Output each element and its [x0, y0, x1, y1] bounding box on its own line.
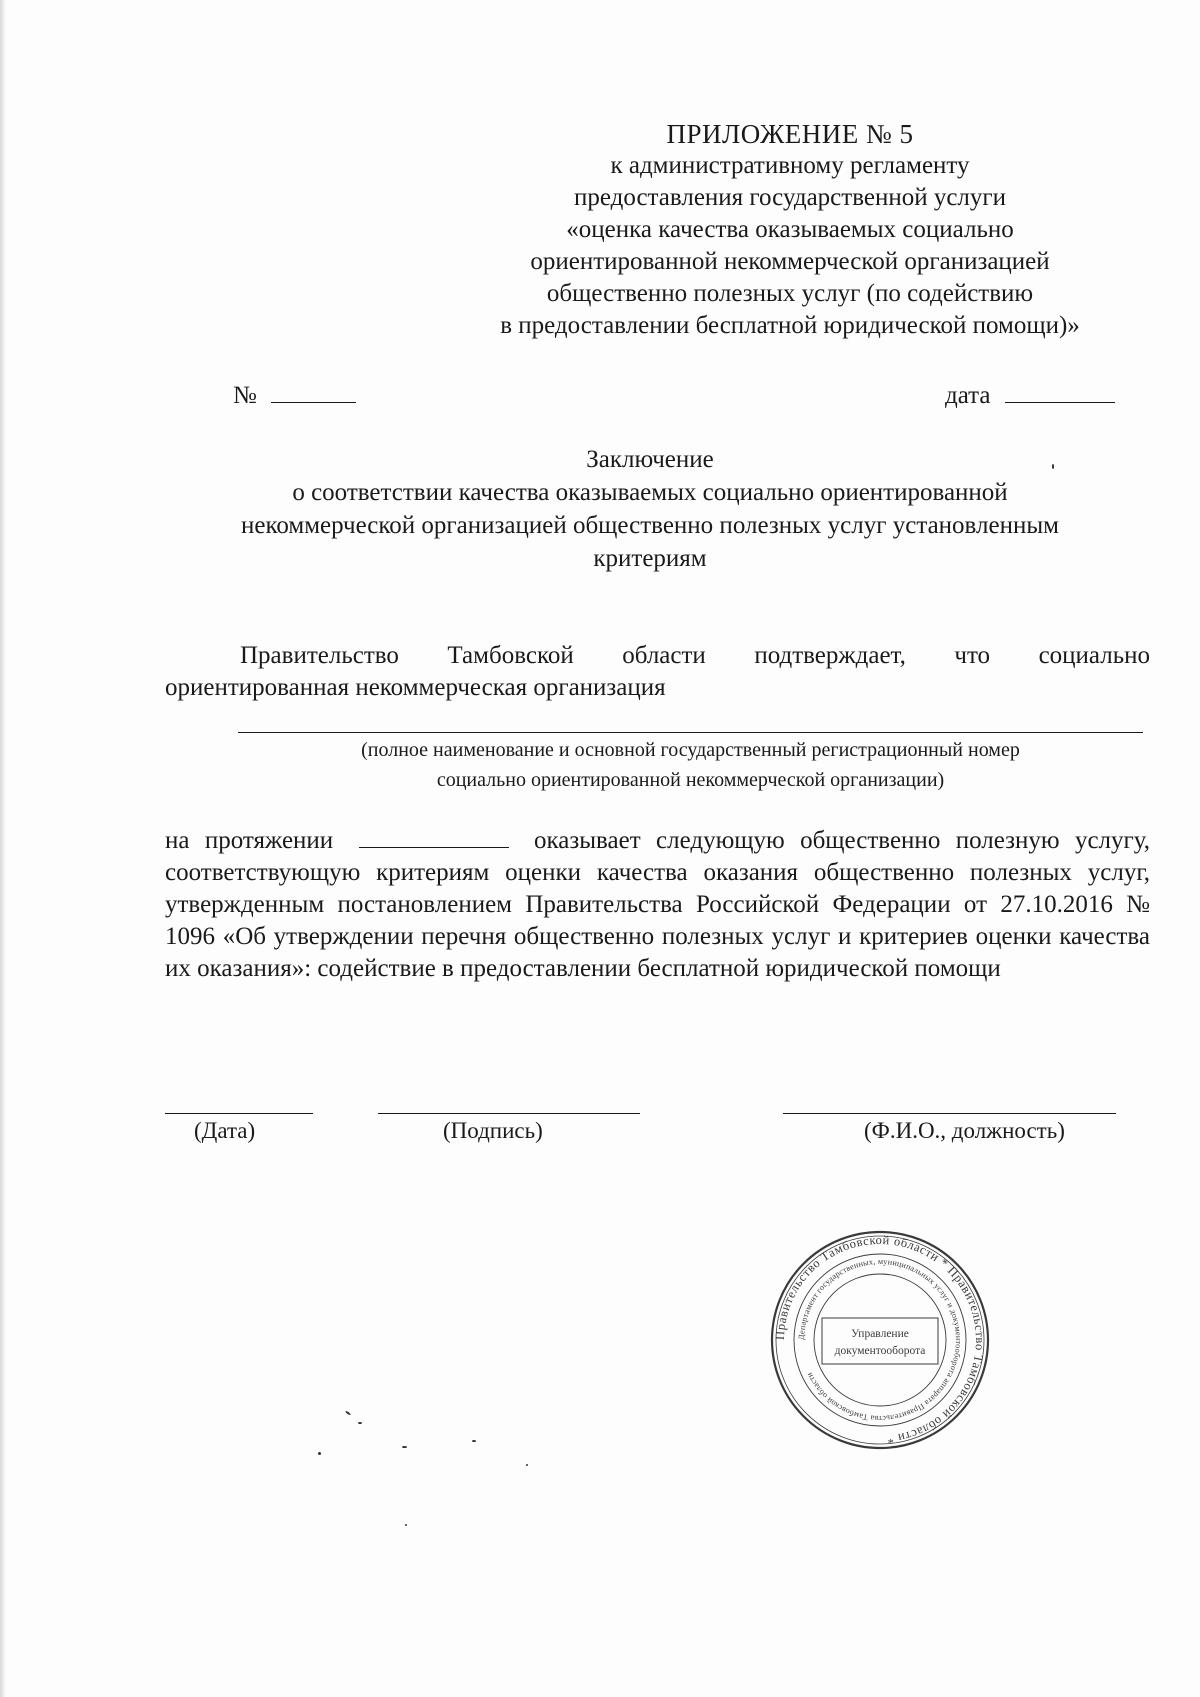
date-blank-line: [1005, 380, 1115, 403]
paragraph-start: на протяжении: [165, 827, 334, 854]
stamp-center-line: документооборота: [834, 1345, 926, 1357]
period-blank-line: [359, 825, 509, 848]
number-label: №: [233, 382, 257, 409]
scan-speck: [402, 1446, 407, 1448]
conclusion-title: [150, 443, 1150, 575]
organization-name-line: [238, 732, 1143, 733]
appendix-heading: ПРИЛОЖЕНИЕ № 5: [666, 119, 914, 149]
appendix-line: предоставления государственной услуги: [573, 184, 1007, 211]
organization-caption: [238, 735, 1143, 795]
caption-line: социально ориентированной некоммерческой организации): [436, 769, 945, 791]
document-date-field: [945, 380, 1115, 410]
appendix-line: ориентированной некоммерческой организацией: [530, 248, 1050, 275]
appendix-header: [430, 118, 1150, 342]
appendix-line: к административному регламенту: [610, 152, 970, 179]
official-stamp-seal: [770, 1230, 990, 1450]
stamp-middle-text: Департамент государственных, муниципальных услуг и документооборота аппарата Правительства Тамбовской области: [796, 1256, 964, 1424]
paragraph-line: Правительство Тамбовской области подтверждает, что социально: [240, 642, 1150, 669]
signature-caption: (Подпись): [443, 1118, 543, 1143]
service-paragraph: [165, 825, 1150, 985]
scan-speck: [358, 1422, 362, 1424]
scan-speck: [318, 1452, 321, 1455]
title-word: Заключение: [586, 446, 714, 473]
signature-line: [378, 1113, 640, 1114]
paragraph-line: ориентированная некоммерческая организация: [165, 674, 666, 701]
scan-edge-shadow: [0, 0, 6, 1697]
date-label: дата: [945, 382, 991, 409]
document-number-field: [233, 380, 356, 410]
scan-speck: [472, 1440, 476, 1442]
caption-line: (полное наименование и основной государственный регистрационный номер: [361, 739, 1020, 761]
paragraph-continuation: оказывает следующую общественно полезную услугу, соответствующую критериям оценки качества оказания общественно полезных услуг, утвержденным постановлением Правительства Российской Федерации от 27.10.2016 № 1096 «Об утверждении перечня общественно полезных услуг и критериев оценки качества их оказания»: содействие в предоставлении бесплатной юридической помощи: [165, 827, 1151, 982]
name-position-caption: (Ф.И.О., должность): [864, 1118, 1065, 1143]
stamp-center-line: Управление: [851, 1328, 909, 1340]
scan-speck: [1052, 464, 1054, 469]
title-line: критериям: [593, 545, 707, 572]
scan-speck: [405, 1524, 407, 1526]
scan-speck: [345, 1410, 351, 1415]
title-line: о соответствии качества оказываемых социально ориентированной: [292, 479, 1008, 506]
appendix-line: в предоставлении бесплатной юридической помощи)»: [500, 312, 1080, 339]
scan-speck: [526, 1464, 528, 1466]
appendix-line: «оценка качества оказываемых социально: [566, 216, 1014, 243]
number-blank-line: [271, 380, 356, 403]
date-signature-line: [165, 1113, 313, 1114]
name-position-line: [783, 1113, 1116, 1114]
title-line: некоммерческой организацией общественно полезных услуг установленным: [241, 512, 1059, 539]
date-caption: (Дата): [194, 1118, 256, 1143]
confirmation-paragraph: [165, 640, 1150, 704]
appendix-line: общественно полезных услуг (по содействию: [546, 280, 1034, 307]
stamp-outer-text: Правительство Тамбовской области * Правительство Тамбовской области *: [772, 1232, 988, 1447]
